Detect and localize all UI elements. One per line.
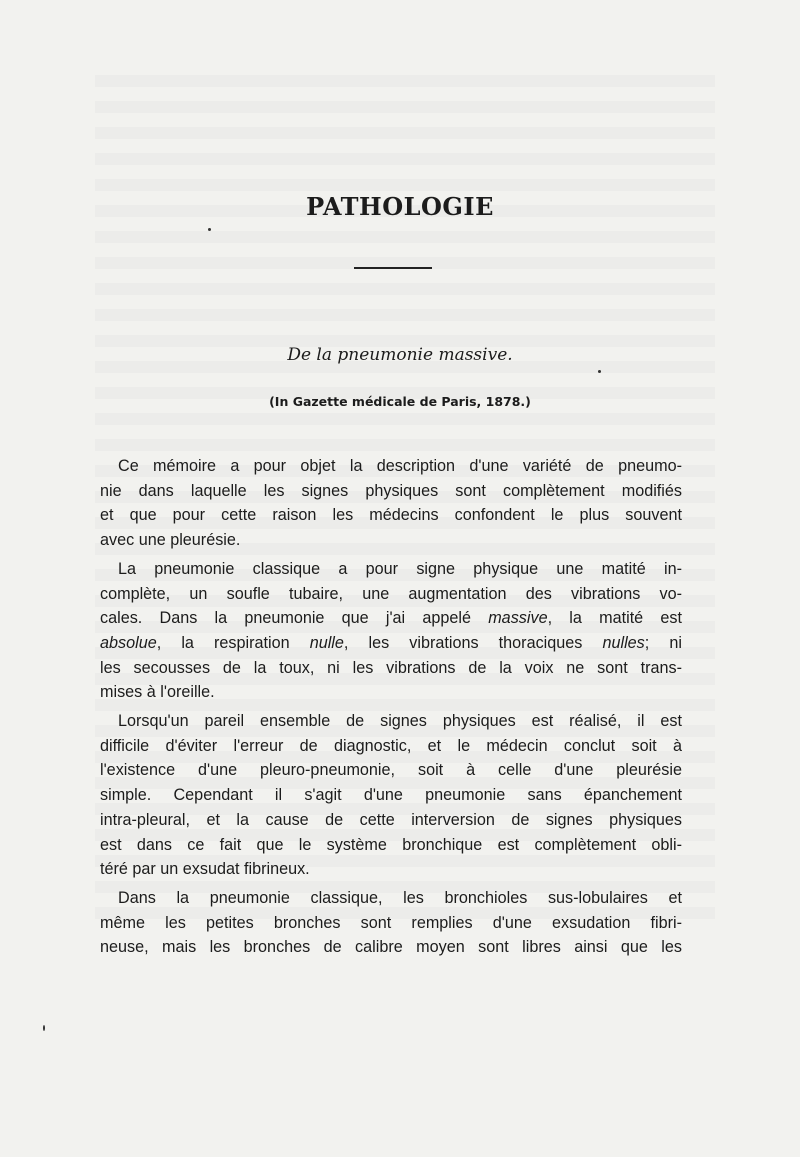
text-line: même les petites bronches sont remplies d'une exsudation fibri- (100, 913, 682, 932)
ink-speck (43, 1025, 45, 1031)
text-line: Dans la pneumonie classique, les bronchioles sus-lobulaires et (118, 888, 682, 907)
text-line: difficile d'éviter l'erreur de diagnostic, et le médecin conclut soit à (100, 736, 682, 755)
italic-term: massive (488, 609, 548, 628)
text-run: cales. Dans la pneumonie que j'ai appelé (100, 609, 489, 628)
article-source: (In Gazette médicale de Paris, 1878.) (269, 394, 531, 409)
text-line: simple. Cependant il s'agit d'une pneumonie sans épanchement (100, 786, 682, 805)
text-run: , la respiration (156, 633, 310, 652)
text-line: neuse, mais les bronches de calibre moyen sont libres ainsi que les (100, 938, 682, 957)
text-line: et que pour cette raison les médecins confondent le plus souvent (100, 506, 682, 525)
text-line: l'existence d'une pleuro-pneumonie, soit à celle d'une pleurésie (100, 761, 682, 780)
ink-speck (598, 370, 601, 373)
italic-term: absolue (100, 633, 157, 652)
text-line: mises à l'oreille. (100, 683, 215, 702)
text-run: , les vibrations thoraciques (343, 633, 603, 652)
paragraph (100, 709, 682, 882)
text-line: avec une pleurésie. (100, 531, 241, 550)
text-line: Lorsqu'un pareil ensemble de signes physiques est réalisé, il est (118, 712, 682, 731)
text-line (100, 606, 682, 631)
paragraph (100, 454, 682, 553)
paragraph (100, 886, 682, 960)
article-title: De la pneumonie massive. (287, 345, 513, 365)
text-line: nie dans laquelle les signes physiques sont complètement modifiés (100, 481, 682, 500)
text-run: , la matité est (547, 609, 682, 628)
italic-term: nulles (602, 633, 645, 652)
italic-term: nulle (309, 633, 344, 652)
text-line: Ce mémoire a pour objet la description d'une variété de pneumo- (118, 457, 682, 475)
text-line: les secousses de la toux, ni les vibrations de la voix ne sont trans- (100, 658, 682, 677)
text-line: téré par un exsudat fibrineux. (100, 860, 310, 879)
text-line (100, 631, 682, 656)
text-line: intra-pleural, et la cause de cette interversion de signes physiques (100, 810, 682, 829)
text-run: ; ni (644, 633, 682, 652)
article-body (100, 454, 682, 964)
text-line: est dans ce fait que le système bronchique est complètement obli- (100, 835, 682, 854)
paragraph (100, 557, 682, 705)
text-line: La pneumonie classique a pour signe physique une matité in- (118, 559, 682, 578)
title-divider (354, 267, 432, 269)
section-title: PATHOLOGIE (306, 192, 494, 221)
ink-speck (208, 228, 211, 231)
text-line: complète, un soufle tubaire, une augmentation des vibrations vo- (100, 584, 682, 603)
